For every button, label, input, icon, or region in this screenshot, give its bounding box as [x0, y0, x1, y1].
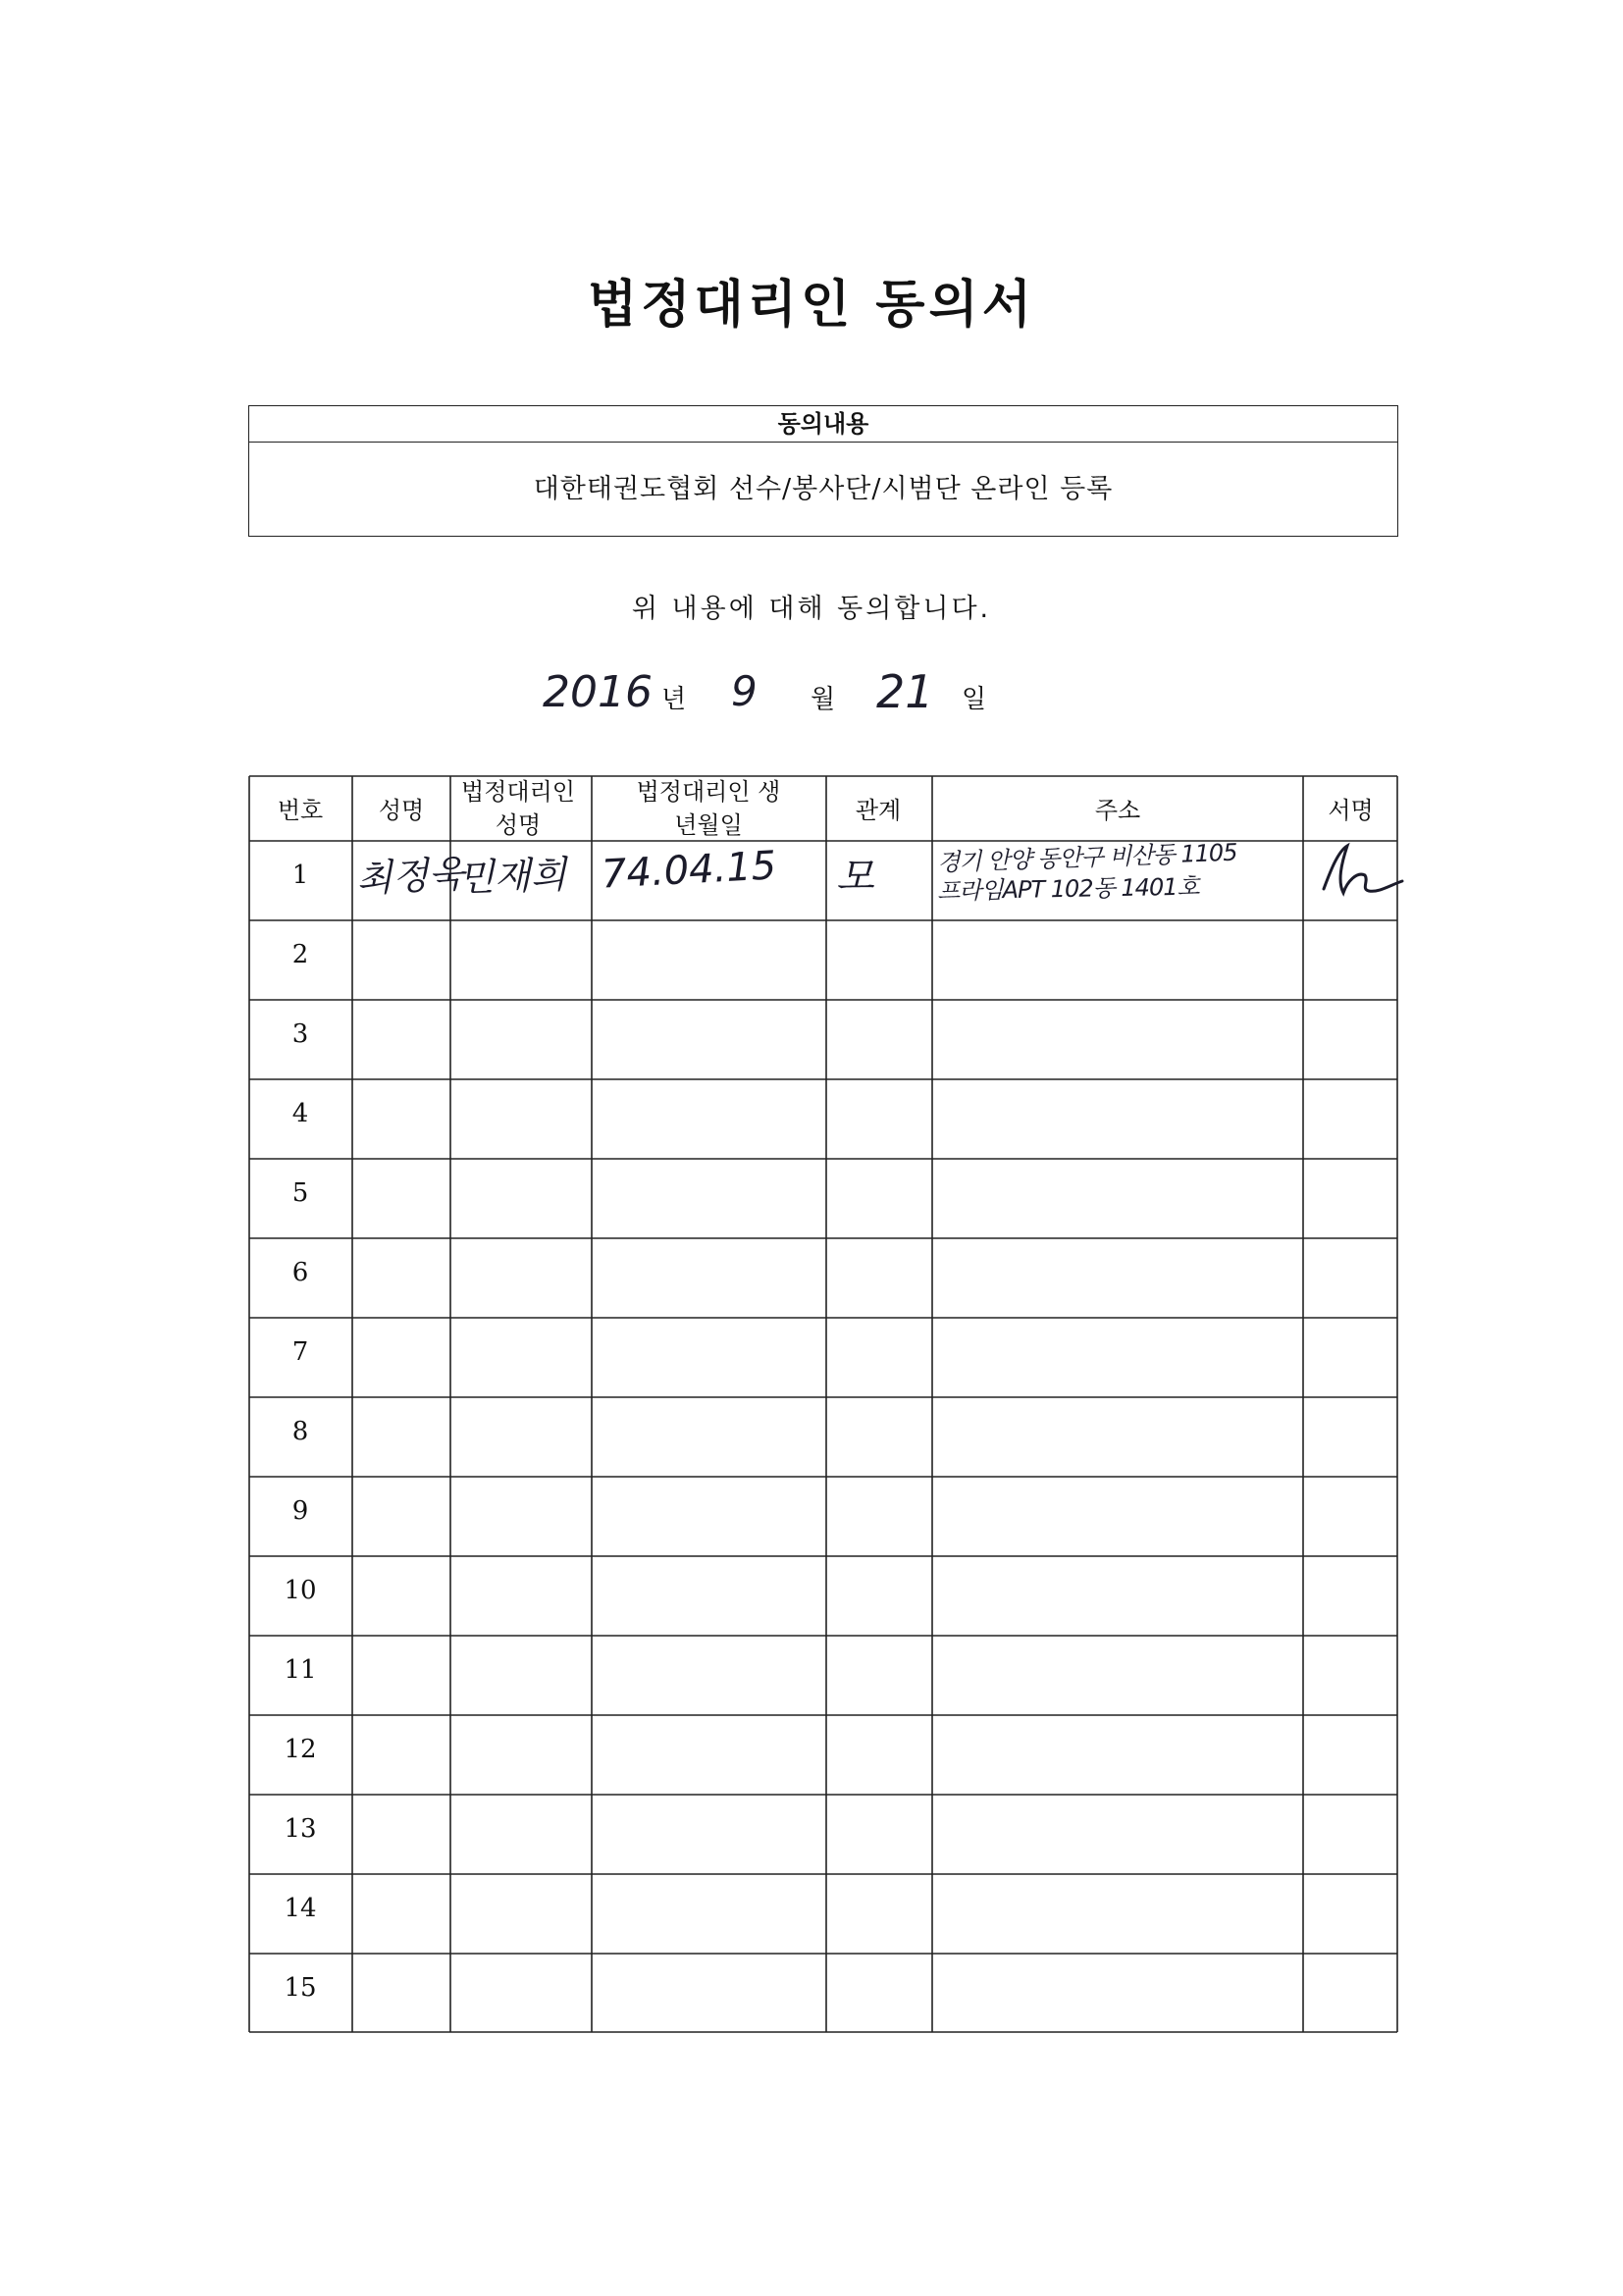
- row-number: 14: [284, 1894, 317, 1923]
- year-unit: 년: [661, 685, 687, 714]
- row1-name: 최정욱: [355, 852, 466, 901]
- row1-guardian-name: 민재희: [457, 853, 567, 900]
- header-number: 번호: [277, 797, 324, 824]
- table-grid-lines: [248, 775, 1398, 2033]
- row-number: 15: [284, 1973, 317, 2003]
- row-number: 11: [284, 1655, 317, 1685]
- row-number: 3: [291, 1019, 309, 1049]
- header-guardian-birth: 법정대리인 생년월일: [636, 778, 781, 839]
- day-unit: 일: [962, 685, 987, 714]
- header-relation: 관계: [855, 797, 902, 824]
- date-day: 21: [876, 665, 934, 718]
- guardian-table: [248, 775, 1398, 2033]
- row-number: 10: [284, 1576, 317, 1605]
- row-number: 1: [291, 861, 309, 890]
- header-address: 주소: [1094, 797, 1141, 824]
- header-name: 성명: [378, 797, 425, 824]
- row-number: 7: [291, 1337, 309, 1367]
- row-number: 13: [284, 1814, 317, 1844]
- row-number: 5: [291, 1178, 309, 1208]
- header-signature: 서명: [1328, 797, 1374, 824]
- row1-address-line2: 프라임APT 102동 1401호: [936, 872, 1199, 906]
- row1-relation: 모: [836, 855, 874, 900]
- row-number: 2: [291, 940, 309, 969]
- month-unit: 월: [811, 685, 836, 714]
- row-number: 6: [291, 1258, 309, 1287]
- row1-address-line1: 경기 안양 동안구 비산동 1105: [936, 838, 1237, 877]
- row-number: 8: [291, 1417, 309, 1446]
- row-number: 12: [284, 1735, 317, 1764]
- agree-statement: 위 내용에 대해 동의합니다.: [631, 594, 992, 624]
- row1-signature: [1308, 838, 1406, 907]
- row1-guardian-birth: 74.04.15: [600, 843, 778, 898]
- consent-header: 동의내용: [249, 406, 1397, 443]
- consent-content: 대한태권도협회 선수/봉사단/시범단 온라인 등록: [533, 474, 1114, 504]
- row-number: 9: [291, 1496, 309, 1526]
- document-title: 법정대리인 동의서: [588, 275, 1035, 335]
- row-number: 4: [291, 1099, 309, 1128]
- date-month: 9: [731, 667, 758, 715]
- date-year: 2016: [543, 667, 653, 717]
- date-line: [0, 667, 1623, 726]
- header-guardian-name: 법정대리인 성명: [461, 778, 575, 839]
- consent-box: [248, 405, 1398, 537]
